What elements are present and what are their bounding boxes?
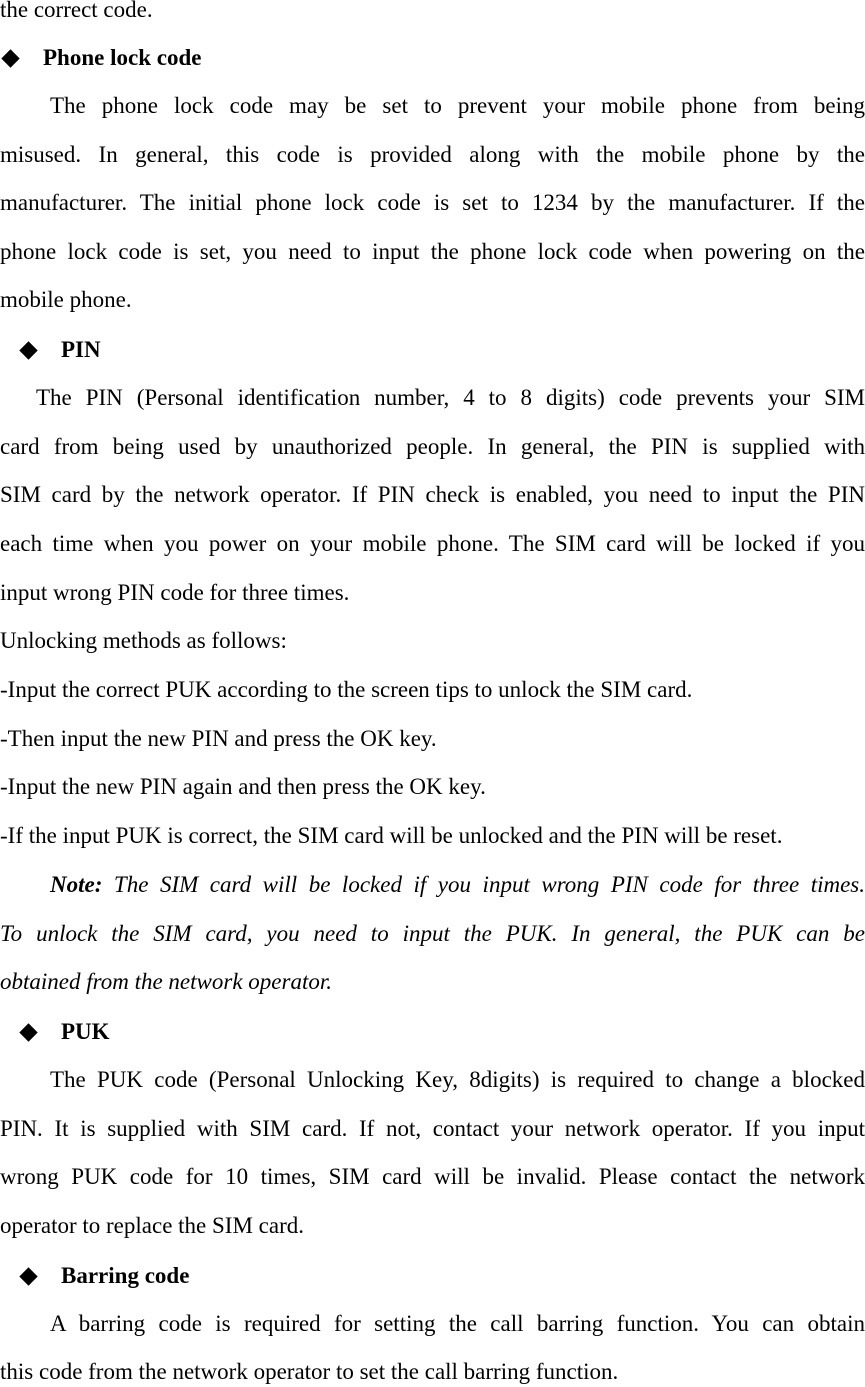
pin-line-2: card from being used by unauthorized people. In general, the PIN is supplied with xyxy=(0,434,865,459)
unlock-title: Unlocking methods as follows: xyxy=(0,628,287,653)
pin-note-line-1 xyxy=(50,871,865,899)
pin-heading-text: PIN xyxy=(61,337,101,362)
diamond-bullet-icon xyxy=(19,1023,37,1041)
phone-lock-line-2: misused. In general, this code is provided along with the mobile phone by the xyxy=(0,142,865,167)
pin-line-4: each time when you power on your mobile phone. The SIM card will be locked if you xyxy=(0,531,865,556)
barring-line-2: this code from the network operator to set the call barring function. xyxy=(0,1359,619,1384)
puk-line-1: The PUK code (Personal Unlocking Key, 8digits) is required to change a blocked xyxy=(50,1067,865,1092)
note-line-1-rest: The SIM card will be locked if you input wrong PIN code for three times. xyxy=(102,872,865,897)
phone-lock-line-1: The phone lock code may be set to prevent your mobile phone from being xyxy=(50,93,865,118)
unlock-step-3: -Input the new PIN again and then press the OK key. xyxy=(0,774,486,799)
puk-line-3: wrong PUK code for 10 times, SIM card will be invalid. Please contact the network xyxy=(0,1164,865,1189)
puk-heading-text: PUK xyxy=(61,1019,110,1044)
phone-lock-heading xyxy=(4,44,201,72)
barring-heading xyxy=(22,1262,189,1290)
barring-heading-text: Barring code xyxy=(61,1263,190,1288)
pin-note-line-2: To unlock the SIM card, you need to input the PUK. In general, the PUK can be xyxy=(0,921,865,946)
phone-lock-line-3: manufacturer. The initial phone lock code is set to 1234 by the manufacturer. If the xyxy=(0,190,865,215)
pin-note-line-3: obtained from the network operator. xyxy=(0,969,332,994)
unlock-step-2: -Then input the new PIN and press the OK key. xyxy=(0,726,437,751)
puk-line-2: PIN. It is supplied with SIM card. If not, contact your network operator. If you input xyxy=(0,1116,865,1141)
pin-line-1: The PIN (Personal identification number, 4 to 8 digits) code prevents your SIM xyxy=(36,385,865,410)
puk-line-4: operator to replace the SIM card. xyxy=(0,1213,304,1238)
puk-heading xyxy=(22,1018,110,1046)
diamond-bullet-icon xyxy=(1,49,19,67)
note-label: Note: xyxy=(50,872,103,897)
diamond-bullet-icon xyxy=(19,1267,37,1285)
barring-line-1: A barring code is required for setting the call barring function. You can obtain xyxy=(50,1311,865,1336)
unlock-step-1: -Input the correct PUK according to the screen tips to unlock the SIM card. xyxy=(0,677,693,702)
diamond-bullet-icon xyxy=(19,341,37,359)
phone-lock-line-4: phone lock code is set, you need to input the phone lock code when powering on the xyxy=(0,239,865,264)
unlock-step-4: -If the input PUK is correct, the SIM card will be unlocked and the PIN will be reset. xyxy=(0,823,783,848)
intro-text: the correct code. xyxy=(0,0,153,22)
phone-lock-line-5: mobile phone. xyxy=(0,287,132,312)
pin-line-3: SIM card by the network operator. If PIN check is enabled, you need to input the PIN xyxy=(0,482,865,507)
pin-line-5: input wrong PIN code for three times. xyxy=(0,580,350,605)
pin-heading xyxy=(22,336,101,364)
phone-lock-heading-text: Phone lock code xyxy=(43,45,202,70)
